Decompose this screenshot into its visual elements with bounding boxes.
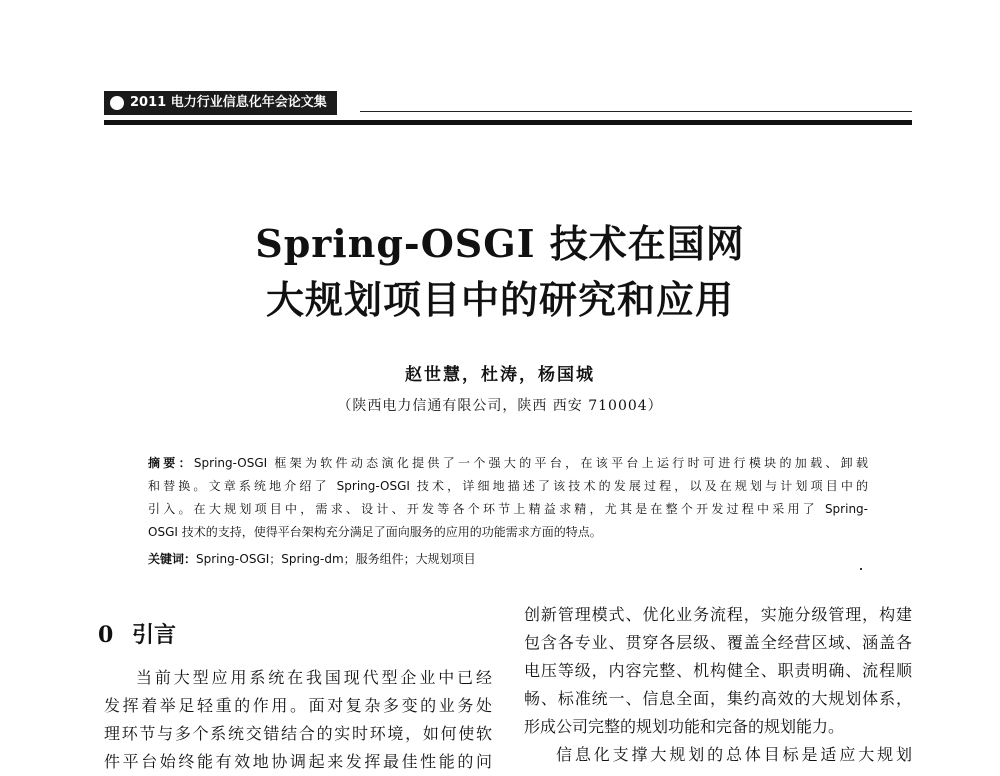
- abstract-label: 摘要：: [148, 456, 194, 470]
- body-line: 包含各专业、贯穿各层级、覆盖全经营区域、涵盖各: [524, 633, 912, 652]
- body-line: 信息化支撑大规划的总体目标是适应大规划: [556, 745, 912, 764]
- abstract-line: 摘要：Spring-OSGI 框架为软件动态演化提供了一个强大的平台，在该平台上运行时可进行模块的加载、卸载: [148, 456, 868, 470]
- body-line: 电压等级，内容完整、机构健全、职责明确、流程顺: [524, 661, 912, 680]
- paper-title-line-2: 大规划项目中的研究和应用: [265, 277, 734, 322]
- paper-title-line-1: Spring-OSGI 技术在国网: [255, 221, 745, 266]
- keywords-text: Spring-OSGI；Spring-dm；服务组件；大规划项目: [196, 552, 476, 566]
- header-rule-thin: [360, 111, 912, 112]
- section-title: 引言: [132, 622, 177, 648]
- abstract-line: 引入。在大规划项目中，需求、设计、开发等各个环节上精益求精，尤其是在整个开发过程中采用了 Spring-: [148, 502, 868, 516]
- section-number: 0: [98, 622, 114, 648]
- section-heading: [98, 618, 176, 649]
- body-line: 件平台始终能有效地协调起来发挥最佳性能的问: [104, 752, 492, 771]
- abstract-line: OSGI 技术的支持，使得平台架构充分满足了面向服务的应用的功能需求方面的特点。: [148, 525, 602, 539]
- body-line: 理环节与多个系统交错结合的实时环境，如何使软: [104, 724, 492, 743]
- keywords-label: 关键词：: [148, 552, 197, 566]
- paper-authors: 赵世慧，杜涛，杨国城: [405, 365, 595, 385]
- scan-speck: [860, 568, 862, 570]
- paper-affiliation: （陕西电力信通有限公司，陕西 西安 710004）: [337, 398, 663, 414]
- body-line: 创新管理模式、优化业务流程，实施分级管理，构建: [524, 605, 912, 624]
- body-line: 当前大型应用系统在我国现代型企业中已经: [136, 668, 492, 687]
- journal-name: 2011 电力行业信息化年会论文集: [130, 95, 327, 110]
- header-rule-thick: [104, 120, 912, 125]
- abstract: [148, 452, 868, 544]
- body-line: 形成公司完整的规划功能和完备的规划能力。: [524, 717, 845, 736]
- journal-seal-icon: [110, 96, 124, 110]
- body-line: 畅、标准统一、信息全面，集约高效的大规划体系，: [524, 689, 912, 708]
- body-line: 发挥着举足轻重的作用。面对复杂多变的业务处: [104, 696, 492, 715]
- keywords: [148, 550, 476, 567]
- journal-header-tag: [104, 91, 337, 115]
- left-column: [104, 664, 492, 776]
- right-column: [524, 601, 912, 769]
- abstract-line: 和替换。文章系统地介绍了 Spring-OSGI 技术，详细地描述了该技术的发展过程，以及在规划与计划项目中的: [148, 479, 868, 493]
